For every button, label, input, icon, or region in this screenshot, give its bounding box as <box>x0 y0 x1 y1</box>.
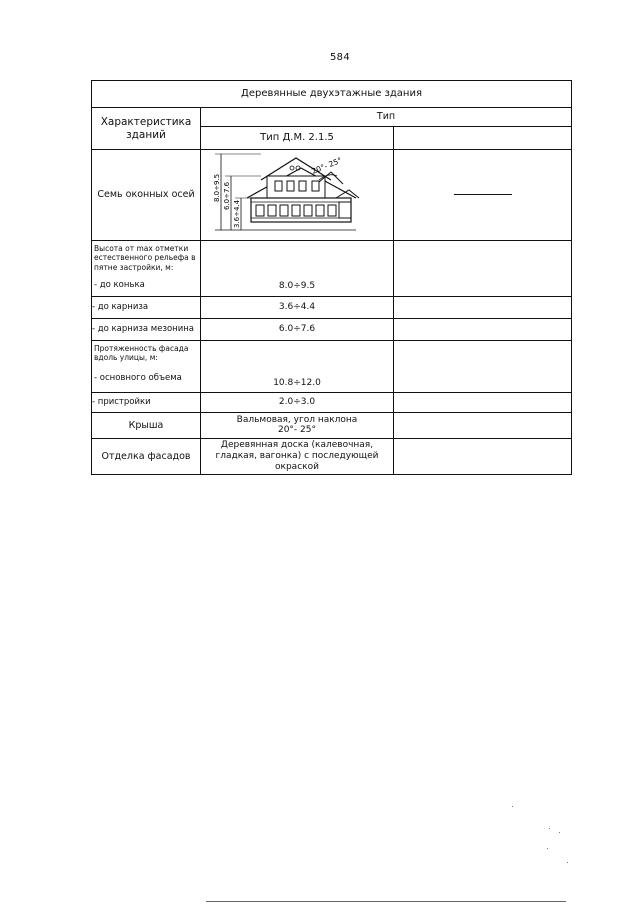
empty-cell <box>394 296 572 318</box>
ridge-label: - до конька <box>94 279 145 290</box>
empty-cell <box>394 318 572 340</box>
mezzanine-value: 6.0÷7.6 <box>201 318 394 340</box>
main-volume-value: 10.8÷12.0 <box>201 340 394 392</box>
mezzanine-label: - до карниза мезонина <box>92 318 201 340</box>
dim-ridge-label: 8.0÷9.5 <box>213 173 221 202</box>
page-bottom-rule <box>206 901 566 902</box>
scan-speck <box>512 806 513 807</box>
table-continuation-left <box>91 463 92 471</box>
roof-value: Вальмовая, угол наклона 20°- 25° <box>201 412 394 438</box>
height-intro-label: Высота от max отметки естественного рельефа в пятне застройки, м: <box>94 243 196 272</box>
annex-label: - пристройки <box>92 392 201 412</box>
type-name: Тип Д.М. 2.1.5 <box>201 127 394 150</box>
main-volume-label: - основного объема <box>94 372 182 383</box>
eaves-label: - до карниза <box>92 296 201 318</box>
scan-speck <box>549 828 550 829</box>
roof-angle-label: 20°- 25° <box>310 155 344 176</box>
roof-label: Крыша <box>92 412 201 438</box>
length-section-label-cell <box>92 340 201 392</box>
dim-eaves-label: 3.6÷4.4 <box>233 199 241 228</box>
empty-cell <box>394 438 572 474</box>
facade-label: Отделка фасадов <box>92 438 201 474</box>
scan-speck <box>559 832 560 833</box>
windows-label: Семь оконных осей <box>92 150 201 241</box>
placeholder-line <box>454 194 512 195</box>
scan-speck <box>547 848 548 849</box>
empty-cell <box>394 392 572 412</box>
table-title: Деревянные двухэтажные здания <box>92 81 572 108</box>
blank-drawing-cell <box>394 150 572 241</box>
page-number: 584 <box>330 52 350 63</box>
ridge-value: 8.0÷9.5 <box>201 240 394 296</box>
scan-speck <box>567 862 568 863</box>
empty-cell <box>394 340 572 392</box>
empty-cell <box>394 127 572 150</box>
building-spec-table <box>91 80 572 475</box>
header-characteristic: Характеристика зданий <box>92 108 201 150</box>
facade-drawing-cell <box>201 150 394 241</box>
empty-cell <box>394 412 572 438</box>
header-type: Тип <box>201 108 572 127</box>
height-section-label-cell <box>92 240 201 296</box>
length-intro-label: Протяженность фасада вдоль улицы, м: <box>94 343 189 363</box>
eaves-value: 3.6÷4.4 <box>201 296 394 318</box>
empty-cell <box>394 240 572 296</box>
annex-value: 2.0÷3.0 <box>201 392 394 412</box>
house-facade-drawing <box>201 150 394 236</box>
facade-value: Деревянная доска (калевочная, гладкая, вагонка) с последующей окраской <box>201 438 394 474</box>
dim-mezzanine-label: 6.0÷7.6 <box>223 181 231 210</box>
